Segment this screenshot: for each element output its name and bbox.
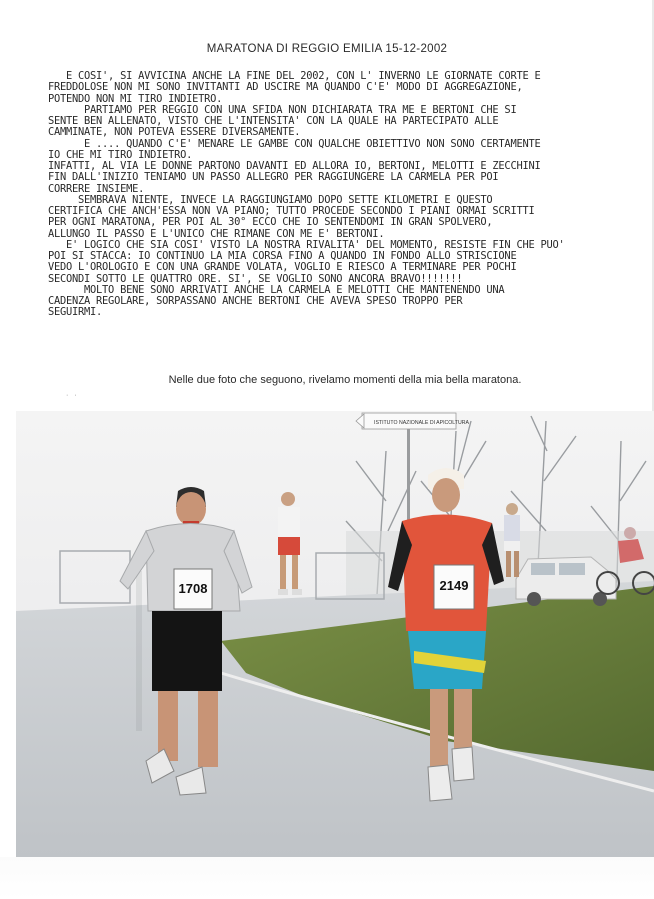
- text-line: E .... QUANDO C'E' MENARE LE GAMBE CON QUALCHE OBIETTIVO NON SONO CERTAMENTE: [48, 137, 541, 150]
- text-line: FREDDOLOSE NON MI SONO INVITANTI AD USCIRE MA QUANDO C'E' MODO DI AGGREGAZIONE,: [48, 81, 523, 94]
- text-line: SEGUIRMI.: [48, 306, 103, 319]
- text-line: POI SI STACCA: IO CONTINUO LA MIA CORSA FINO A QUANDO IN FONDO ALLO STRISCIONE: [48, 250, 517, 262]
- road-sign-text: ISTITUTO NAZIONALE DI APICOLTURA: [374, 420, 469, 426]
- text-line: CORRERE INSIEME.: [48, 182, 145, 195]
- bib-number-2149: 2149: [439, 578, 469, 593]
- text-line: PARTIAMO PER REGGIO CON UNA SFIDA NON DICHIARATA TRA ME E BERTONI CHE SI: [48, 103, 517, 116]
- text-line: E' LOGICO CHE SIA COSI' VISTO LA NOSTRA RIVALITA' DEL MOMENTO, RESISTE FIN CHE PUO': [48, 238, 565, 251]
- text-line: SEMBRAVA NIENTE, INVECE LA RAGGIUNGIAMO DOPO SETTE KILOMETRI E QUESTO: [48, 193, 493, 206]
- text-line: IO CHE MI TIRO INDIETRO.: [48, 148, 193, 161]
- article-body: [48, 71, 622, 319]
- text-line: PER OGNI MARATONA, PER POI AL 30° ECCO CHE IO SENTENDOMI IN GRAN SPOLVERO,: [48, 216, 493, 229]
- text-line: MOLTO BENE SONO ARRIVATI ANCHE LA CARMELA E MELOTTI CHE MANTENENDO UNA: [48, 283, 505, 296]
- text-line: CERTIFICA CHE ANCH'ESSA NON VA PIANO; TUTTO PROCEDE SECONDO I PIANI ORMAI SCRITTI: [48, 205, 535, 217]
- bib-number-1708: 1708: [178, 581, 208, 596]
- text-line: VEDO L'OROLOGIO E CON UNA GRANDE VOLATA, VOGLIO E RIESCO A TERMINARE PER POCHI: [48, 261, 517, 274]
- document-title: MARATONA DI REGGIO EMILIA 15-12-2002: [206, 43, 448, 55]
- text-line: CADENZA REGOLARE, SORPASSANO ANCHE BERTONI CHE AVEVA SPESO TROPPO PER: [48, 295, 463, 307]
- text-line: CAMMINATE, NON POTEVA ESSERE DIVERSAMENTE.: [48, 126, 301, 139]
- text-line: SECONDI SOTTO LE QUATTRO ORE. SI', SE VOGLIO SONO ANCORA BRAVO!!!!!!!: [48, 272, 463, 285]
- text-line: E COSI', SI AVVICINA ANCHE LA FINE DEL 2002, CON L' INVERNO LE GIORNATE CORTE E: [48, 70, 541, 82]
- photo-caption: Nelle due foto che seguono, rivelamo momenti della mia bella maratona.: [168, 374, 522, 386]
- text-line: POTENDO NON MI TIRO INDIETRO.: [48, 92, 223, 105]
- text-line: INFATTI, AL VIA LE DONNE PARTONO DAVANTI ED ALLORA IO, BERTONI, MELOTTI E ZECCHINI: [48, 160, 541, 172]
- text-line: FIN DALL'INIZIO TENIAMO UN PASSO ALLEGRO PER RAGGIUNGERE LA CARMELA PER POI: [48, 171, 499, 184]
- marathon-photo: [16, 411, 654, 857]
- scan-specks: · ·: [66, 392, 79, 399]
- text-line: SENTE BEN ALLENATO, VISTO CHE L'INTENSITA' CON LA QUALE HA PARTECIPATO ALLE: [48, 115, 499, 127]
- photo-illustration: [16, 411, 654, 857]
- text-line: ALLUNGO IL PASSO E L'UNICO CHE RIMANE CON ME E' BERTONI.: [48, 227, 385, 240]
- page-bottom-margin: [0, 857, 654, 899]
